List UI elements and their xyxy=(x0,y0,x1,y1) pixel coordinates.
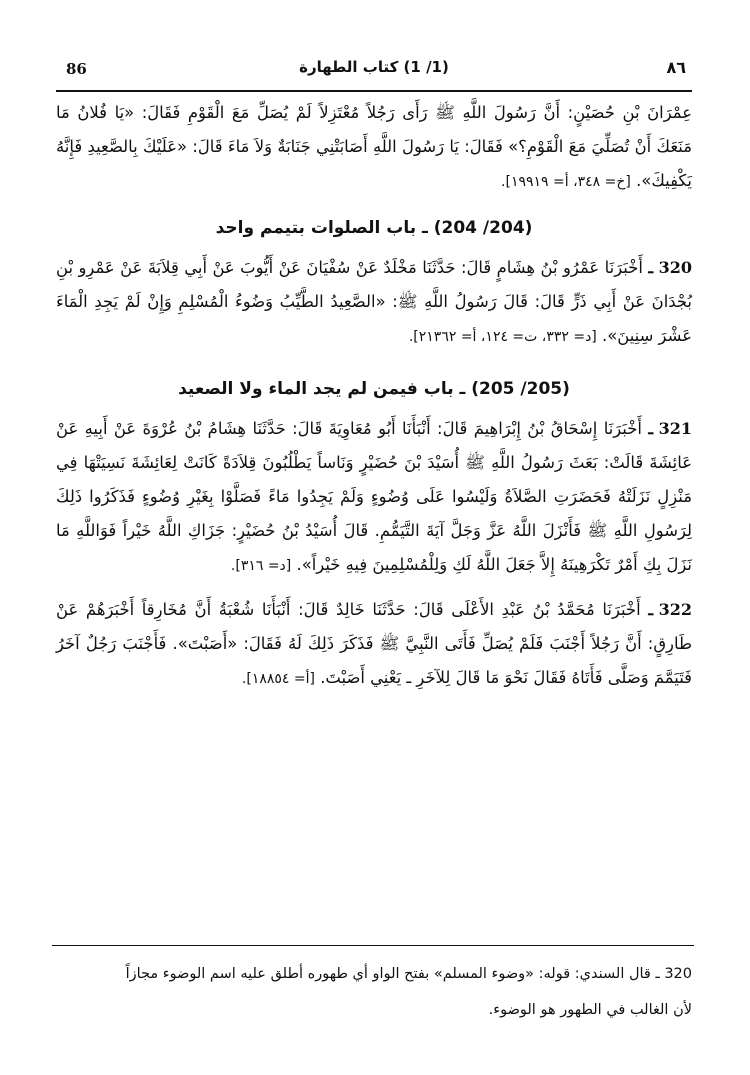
hadith-number: 322 ـ xyxy=(648,600,692,619)
chapter-heading-205: (205/ 205) ـ باب فيمن لم يجد الماء ولا الصعيد xyxy=(178,379,570,399)
continuation-paragraph xyxy=(56,96,692,199)
footnote-line-2: لأن الغالب في الطهور هو الوضوء. xyxy=(488,1002,692,1018)
footnote-divider xyxy=(52,945,694,946)
hadith-number: 321 ـ xyxy=(648,419,692,438)
page-number-arabic: ٨٦ xyxy=(666,58,686,77)
citation: [خ= ٣٤٨، أ= ١٩٩١٩]. xyxy=(501,174,631,190)
hadith-text: أَخْبَرَنَا إِسْحَاقُ بْنُ إِبْرَاهِيمَ قَالَ: أَنْبَأَنَا أَبُو مُعَاوِيَةَ قَالَ: حَدَّثَنَا هِشَامُ بْنُ عُرْوَةَ عَنْ أَبِيهِ عَنْ عَائِشَةَ قَالَتْ: بَعَثَ رَسُولُ اللَّهِ ﷺ أُسَيْدَ بْنَ حُضَيْرٍ وَنَاساً يَطْلُبُونَ قِلاَدَةً كَانَتْ لِعَائِشَةَ نَسِيَتْهَا فِي مَنْزِلٍ نَزَلَتْهُ فَحَضَرَتِ الصَّلاَةُ وَلَيْسُوا عَلَى وُضُوءٍ وَلَمْ يَجِدُوا مَاءً فَصَلَّوْا بِغَيْرِ وُضُوءٍ فَذَكَرُوا ذَلِكَ لِرَسُولِ اللَّهِ ﷺ فَأَنْزَلَ اللَّهُ عَزَّ وَجَلَّ آيَةَ التَّيَمُّمِ. قَالَ أُسَيْدُ بْنُ حُضَيْرٍ: جَزَاكِ اللَّهُ خَيْراً فَوَاللَّهِ مَا نَزَلَ بِكِ أَمْرٌ تَكْرَهِينَهُ إِلاَّ جَعَلَ اللَّهُ لَكِ وَلِلْمُسْلِمِينَ فِيهِ خَيْراً». xyxy=(56,419,692,574)
hadith-text: أَخْبَرَنَا مُحَمَّدُ بْنُ عَبْدِ الأَعْلَى قَالَ: حَدَّثَنَا خَالِدٌ قَالَ: أَنْبَأَنَا شُعْبَةُ أَنَّ مُخَارِقاً أَخْبَرَهُمْ عَنْ طَارِقٍ: أَنَّ رَجُلاً أَجْنَبَ فَلَمْ يُصَلِّ فَأَتَى النَّبِيَّ ﷺ فَذَكَرَ ذَلِكَ لَهُ فَقَالَ: «أَصَبْتَ». فَأَجْنَبَ رَجُلٌ آخَرُ فَتَيَمَّمَ وَصَلَّى فَأَتَاهُ فَقَالَ نَحْوَ مَا قَالَ لِلآخَرِ ـ يَعْنِي أَصَبْتَ. xyxy=(56,600,692,687)
citation: [د= ٣٣٢، ت= ١٢٤، أ= ٢١٣٦٢]. xyxy=(408,329,597,345)
citation: [د= ٣١٦]. xyxy=(230,558,292,574)
footnote xyxy=(52,956,692,1028)
page-number-latin: 86 xyxy=(66,60,87,78)
hadith-321 xyxy=(56,412,692,583)
hadith-320 xyxy=(56,251,692,354)
hadith-322 xyxy=(56,593,692,696)
continuation-text: عِمْرَانَ بْنِ حُصَيْنٍ: أَنَّ رَسُولَ اللَّهِ ﷺ رَأَى رَجُلاً مُعْتَزِلاً لَمْ يُصَلِّ مَعَ الْقَوْمِ فَقَالَ: «يَا فُلانُ مَا مَنَعَكَ أَنْ تُصَلِّيَ مَعَ الْقَوْمِ؟» فَقَالَ: يَا رَسُولَ اللَّهِ أَصَابَتْنِي جَنَابَةٌ وَلاَ مَاءَ قَالَ: «عَلَيْكَ بِالصَّعِيدِ فَإِنَّهُ يَكْفِيكَ». xyxy=(56,103,692,190)
spacer xyxy=(56,583,692,593)
citation: [أ= ١٨٨٥٤]. xyxy=(241,671,315,687)
hadith-text: أَخْبَرَنَا عَمْرُو بْنُ هِشَامٍ قَالَ: حَدَّثَنَا مَخْلَدٌ عَنْ سُفْيَانَ عَنْ أَيُّوبَ عَنْ أَبِي قِلاَبَةَ عَنْ عَمْرِو بْنِ بُجْدَانَ عَنْ أَبِي ذَرٍّ قَالَ: قَالَ رَسُولُ اللَّهِ ﷺ: «الصَّعِيدُ الطَّيِّبُ وَضُوءُ الْمُسْلِمِ وَإِنْ لَمْ يَجِدِ الْمَاءَ عَشْرَ سِنِينَ». xyxy=(56,258,692,345)
chapter-heading-204: (204/ 204) ـ باب الصلوات بتيمم واحد xyxy=(215,218,533,238)
main-text xyxy=(56,96,692,696)
running-title: (1/ 1) كتاب الطهارة xyxy=(299,58,449,76)
page-header xyxy=(56,54,692,92)
footnote-line-1: 320 ـ قال السندي: قوله: «وضوء المسلم» بفتح الواو أي طهوره أطلق عليه اسم الوضوء مجازاً xyxy=(125,966,692,982)
hadith-number: 320 ـ xyxy=(648,258,692,277)
